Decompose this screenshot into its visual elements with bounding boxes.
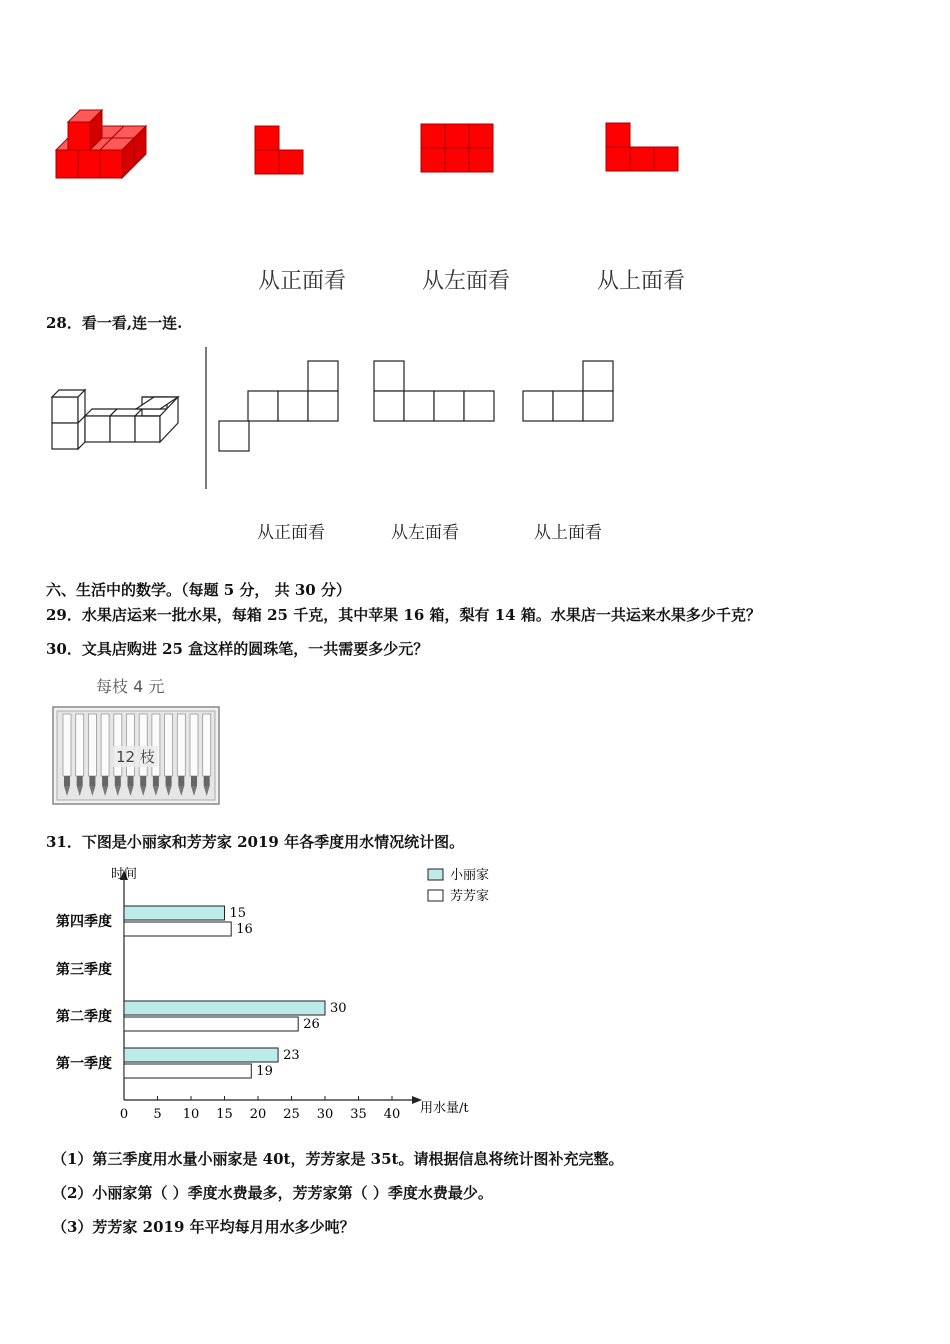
category-label: 第一季度 — [56, 1056, 112, 1072]
q31-sub3: （3）芳芳家 2019 年平均每月用水多少吨？ — [52, 1218, 355, 1236]
red-view-2 — [421, 124, 493, 172]
pen-icon — [190, 714, 198, 796]
x-tick-label: 0 — [119, 1107, 129, 1122]
x-tick-label: 10 — [182, 1107, 200, 1122]
bar-fangfang — [124, 1064, 251, 1078]
q31-sub2: （2）小丽家第（ ）季度水费最多，芳芳家第（ ）季度水费最少。 — [52, 1184, 493, 1202]
top-label-top: 从上面看 — [597, 269, 686, 294]
water-usage-chart — [48, 858, 498, 1128]
x-tick-label: 30 — [316, 1107, 334, 1122]
bar-value-label: 15 — [229, 906, 247, 921]
top-cube-figures — [50, 105, 710, 195]
line-view-3 — [523, 361, 613, 421]
x-tick-label: 15 — [216, 1107, 233, 1122]
x-tick-label: 25 — [283, 1107, 300, 1122]
x-tick-label: 40 — [383, 1107, 401, 1122]
q28-title: 28．看一看,连一连. — [46, 314, 183, 332]
red-cube-solid — [56, 110, 146, 178]
pen-icon — [165, 714, 173, 796]
red-view-1 — [255, 126, 303, 174]
pen-icon — [76, 714, 84, 796]
x-tick-label: 5 — [153, 1107, 162, 1122]
category-label: 第四季度 — [56, 914, 112, 930]
pen-icon — [177, 714, 185, 796]
pen-icon — [88, 714, 96, 796]
pen-icon — [63, 714, 71, 796]
bar-value-label: 26 — [303, 1017, 320, 1032]
pen-box-count-label: 12 枝 — [113, 746, 158, 767]
red-view-3 — [606, 123, 678, 171]
line-cube-solid — [52, 390, 178, 449]
pen-icon — [203, 714, 211, 796]
q29-text: 29．水果店运来一批水果，每箱 25 千克，其中苹果 16 箱，梨有 14 箱。水果店一共运来水果多少千克？ — [46, 606, 761, 624]
bar-xiaoli — [124, 1048, 278, 1062]
y-axis-label: 时间 — [111, 867, 138, 882]
line-view-1 — [219, 361, 338, 451]
pen-icon — [101, 714, 109, 796]
category-label: 第二季度 — [56, 1009, 112, 1025]
q28-label-left: 从左面看 — [391, 523, 459, 543]
x-tick-label: 35 — [350, 1107, 367, 1122]
q28-label-front: 从正面看 — [257, 523, 325, 543]
top-label-front: 从正面看 — [258, 269, 347, 294]
bar-fangfang — [124, 1017, 298, 1031]
q28-label-top: 从上面看 — [534, 523, 602, 543]
pen-price-label: 每枝 4 元 — [96, 677, 165, 696]
legend-swatch-fangfang — [428, 890, 443, 901]
bar-value-label: 19 — [256, 1064, 273, 1079]
legend-label-xiaoli: 小丽家 — [450, 868, 490, 883]
category-label: 第三季度 — [56, 962, 112, 978]
x-tick-label: 20 — [249, 1107, 267, 1122]
bar-value-label: 16 — [236, 922, 253, 937]
bar-value-label: 30 — [330, 1001, 347, 1016]
bar-value-label: 23 — [283, 1048, 300, 1063]
bar-fangfang — [124, 922, 231, 936]
q31-sub1: （1）第三季度用水量小丽家是 40t，芳芳家是 35t。请根据信息将统计图补充完整。 — [52, 1150, 624, 1168]
section6-heading: 六、生活中的数学。（每题 5 分， 共 30 分） — [46, 581, 351, 599]
legend-swatch-xiaoli — [428, 869, 443, 880]
bar-xiaoli — [124, 906, 225, 920]
bar-xiaoli — [124, 1001, 325, 1015]
line-view-2 — [374, 361, 494, 421]
q28-figures — [45, 345, 625, 495]
q30-text: 30．文具店购进 25 盒这样的圆珠笔，一共需要多少元？ — [46, 640, 429, 658]
q31-text: 31．下图是小丽家和芳芳家 2019 年各季度用水情况统计图。 — [46, 833, 465, 851]
legend-label-fangfang: 芳芳家 — [450, 889, 490, 904]
top-label-left: 从左面看 — [422, 269, 511, 294]
x-axis-label: 用水量/t — [420, 1101, 469, 1116]
